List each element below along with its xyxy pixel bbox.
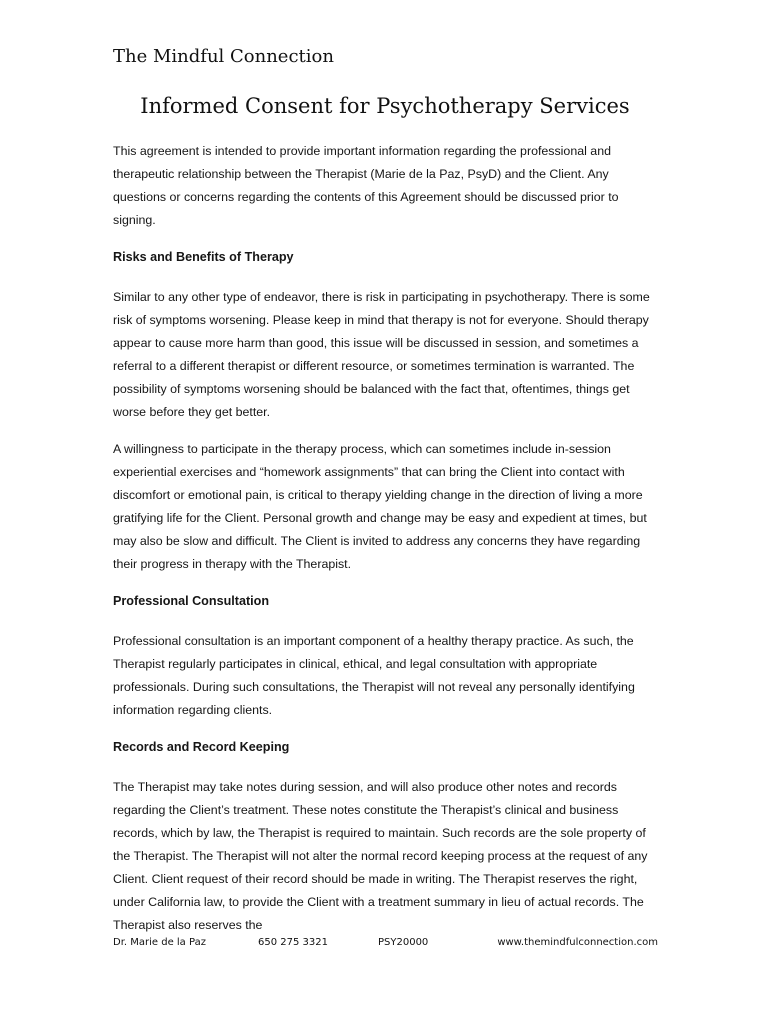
- risks-paragraph-2: A willingness to participate in the therapy process, which can sometimes include in-session experiential exercises and “homework assignments” that can bring the Client into contact with discomfort or emotional pain, is critical to therapy yielding change in the direction of living a more gratifying life for the Client. Personal growth and change may be easy and expedient at times, but may also be slow and difficult. The Client is invited to address any concerns they have regarding their progress in therapy with the Therapist.: [113, 442, 647, 571]
- section-heading-consultation: Professional Consultation: [113, 594, 270, 608]
- section-heading-records: Records and Record Keeping: [113, 740, 290, 754]
- consultation-paragraph: Professional consultation is an important component of a healthy therapy practice. As such, the Therapist regularly participates in clinical, ethical, and legal consultation with appropriate professionals. During such consultations, the Therapist will not reveal any personally identifying information regarding clients.: [113, 634, 635, 717]
- footer-name: Dr. Marie de la Paz: [113, 937, 206, 948]
- intro-paragraph: This agreement is intended to provide important information regarding the professional and therapeutic relationship between the Therapist (Marie de la Paz, PsyD) and the Client. Any questions or concerns regarding the contents of this Agreement should be discussed prior to signing.: [113, 144, 619, 227]
- practice-name: The Mindful Connection: [113, 46, 334, 67]
- records-paragraph: The Therapist may take notes during session, and will also produce other notes and records regarding the Client’s treatment. These notes constitute the Therapist’s clinical and business records, which by law, the Therapist is required to maintain. Such records are the sole property of the Therapist. The Therapist will not alter the normal record keeping process at the request of any Client. Client request of their record should be made in writing. The Therapist reserves the right, under California law, to provide the Client with a treatment summary in lieu of actual records. The Therapist also reserves the: [113, 780, 648, 932]
- footer-website[interactable]: www.themindfulconnection.com: [497, 937, 658, 948]
- risks-paragraph-1: Similar to any other type of endeavor, there is risk in participating in psychotherapy. There is some risk of symptoms worsening. Please keep in mind that therapy is not for everyone. Should therapy appear to cause more harm than good, this issue will be discussed in session, and sometimes a referral to a different therapist or different resource, or sometimes termination is warranted. The possibility of symptoms worsening should be balanced with the fact that, oftentimes, things get worse before they get better.: [113, 290, 650, 419]
- footer-phone: 650 275 3321: [258, 937, 328, 948]
- document-body: [113, 140, 658, 951]
- document-title: Informed Consent for Psychotherapy Services: [140, 94, 630, 118]
- section-heading-risks: Risks and Benefits of Therapy: [113, 250, 294, 264]
- footer-license: PSY20000: [378, 937, 429, 948]
